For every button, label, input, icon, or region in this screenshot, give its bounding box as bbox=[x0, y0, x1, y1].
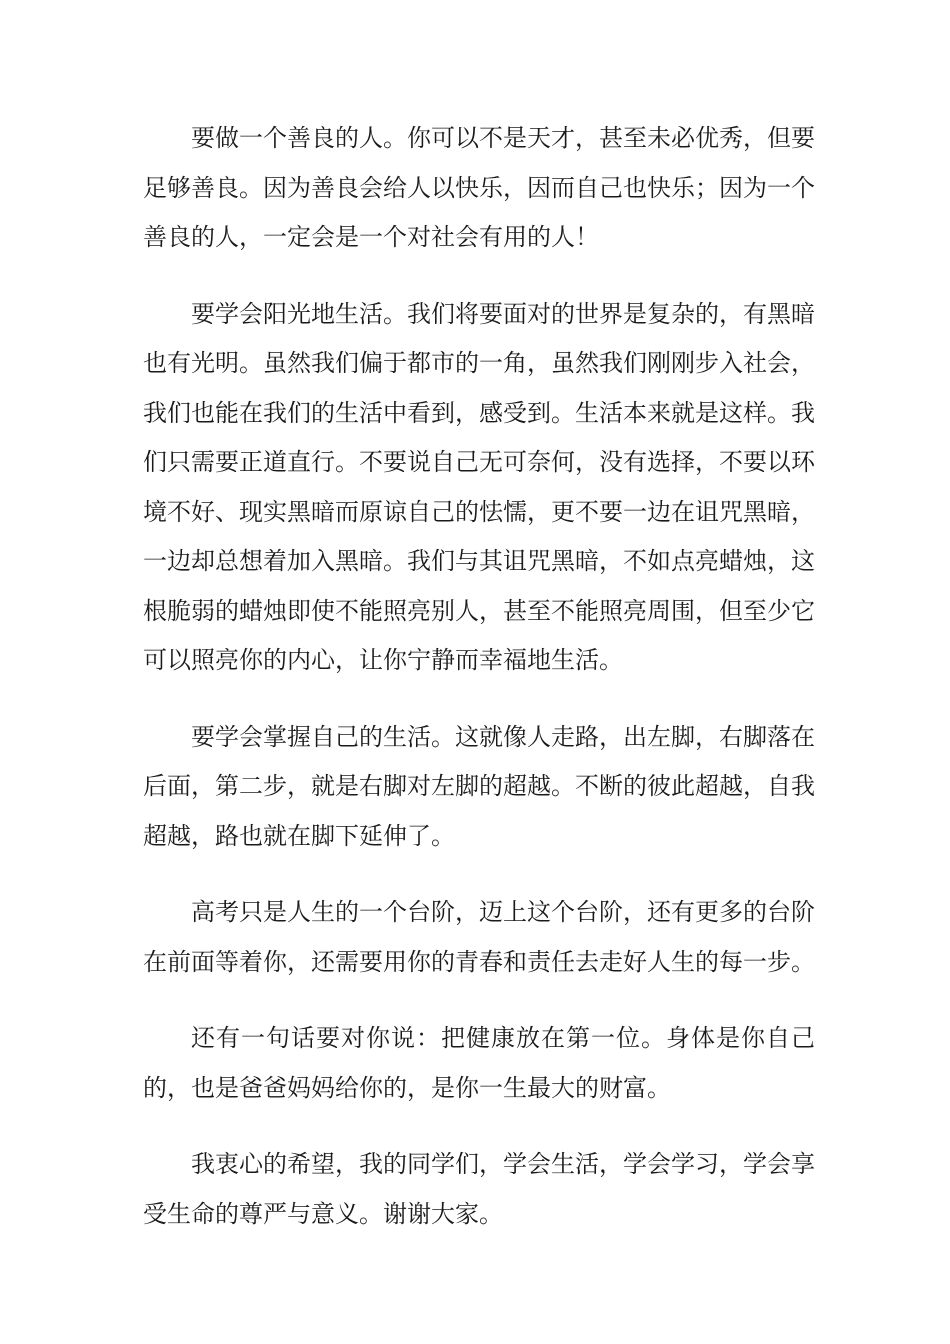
paragraph-3: 要学会掌握自己的生活。这就像人走路，出左脚，右脚落在后面，第二步，就是右脚对左脚的超越。不断的彼此超越，自我超越，路也就在脚下延伸了。 bbox=[143, 722, 815, 850]
paragraph-4: 高考只是人生的一个台阶，迈上这个台阶，还有更多的台阶在前面等着你，还需要用你的青春和责任去走好人生的每一步。 bbox=[143, 898, 815, 976]
paragraph-2: 要学会阳光地生活。我们将要面对的世界是复杂的，有黑暗也有光明。虽然我们偏于都市的一角，虽然我们刚刚步入社会，我们也能在我们的生活中看到，感受到。生活本来就是这样。我们只需要正道直行。不要说自己无可奈何，没有选择，不要以环境不好、现实黑暗而原谅自己的怯懦，更不要一边在诅咒黑暗，一边却总想着加入黑暗。我们与其诅咒黑暗，不如点亮蜡烛，这根脆弱的蜡烛即使不能照亮别人，甚至不能照亮周围，但至少它可以照亮你的内心，让你宁静而幸福地生活。 bbox=[143, 299, 815, 674]
document-body bbox=[143, 114, 815, 1266]
paragraph-5: 还有一句话要对你说：把健康放在第一位。身体是你自己的，也是爸爸妈妈给你的，是你一生最大的财富。 bbox=[143, 1024, 815, 1102]
paragraph-6: 我衷心的希望，我的同学们，学会生活，学会学习，学会享受生命的尊严与意义。谢谢大家。 bbox=[143, 1150, 815, 1228]
paragraph-1: 要做一个善良的人。你可以不是天才，甚至未必优秀，但要足够善良。因为善良会给人以快乐，因而自己也快乐；因为一个善良的人，一定会是一个对社会有用的人！ bbox=[143, 124, 815, 251]
